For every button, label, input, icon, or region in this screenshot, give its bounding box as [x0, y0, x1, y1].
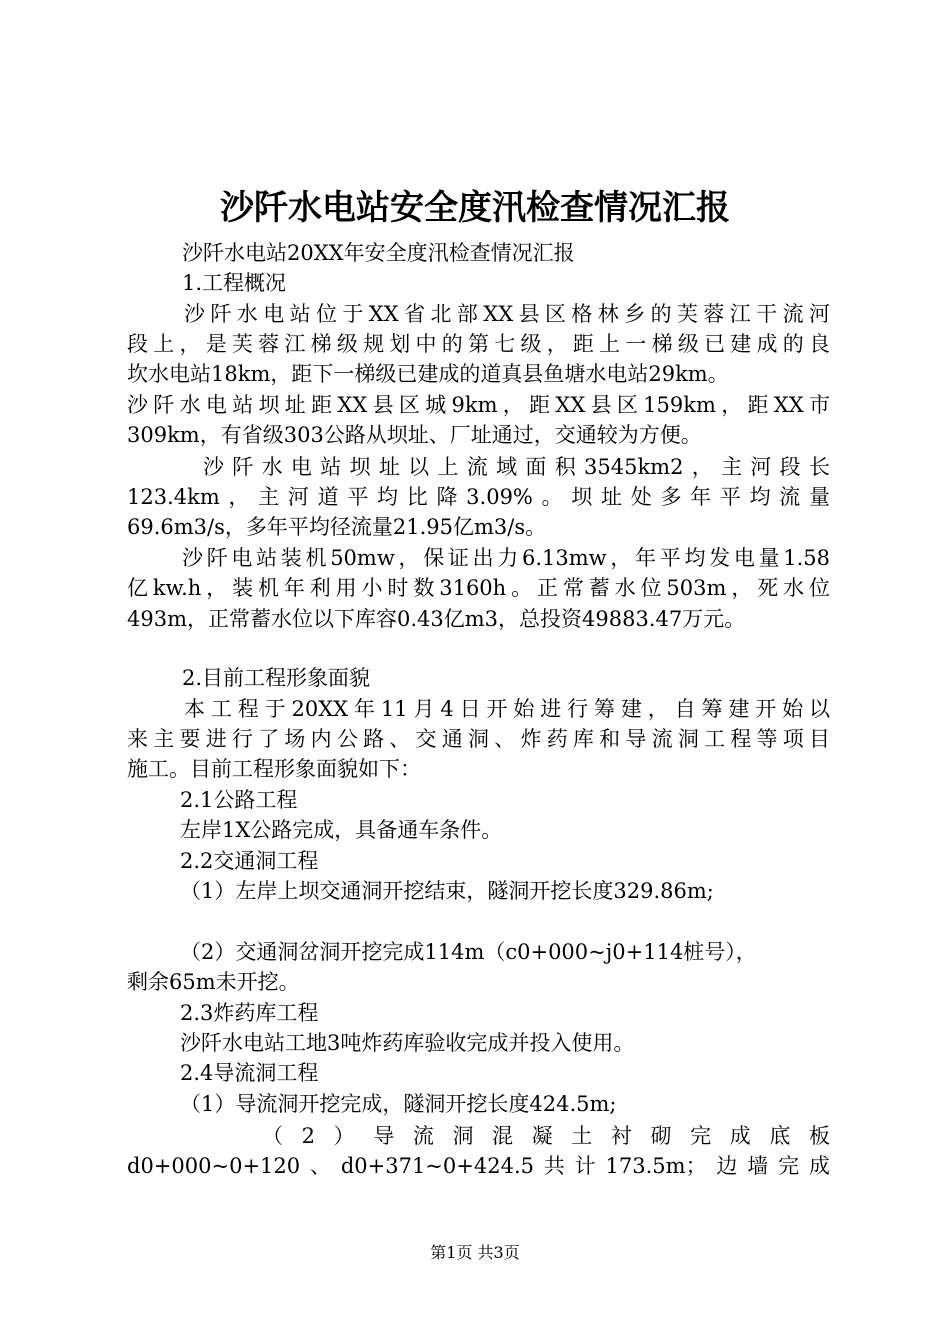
paragraph-line: 亿kw.h，装机年利用小时数3160h。正常蓄水位503m，死水位 — [127, 576, 830, 600]
paragraph-line: 本工程于20XX年11月4日开始进行筹建，自筹建开始以 — [184, 697, 830, 721]
subsection-heading: 2.1公路工程 — [180, 788, 298, 812]
paragraph-line: （2）交通洞岔洞开挖完成114m（c0+000~j0+114桩号）， — [180, 940, 757, 964]
paragraph-line: 来主要进行了场内公路、交通洞、炸药库和导流洞工程等项目 — [127, 727, 830, 751]
paragraph-line: 段上，是芙蓉江梯级规划中的第七级，距上一梯级已建成的良 — [127, 332, 830, 356]
subsection-heading: 2.4导流洞工程 — [180, 1061, 319, 1085]
paragraph-line: （1）导流洞开挖完成，隧洞开挖长度424.5m; — [180, 1092, 617, 1116]
paragraph-line: 左岸1X公路完成，具备通车条件。 — [180, 818, 503, 842]
paragraph-line: （2）导流洞混凝土衬砌完成底板 — [262, 1124, 830, 1148]
paragraph-line: 剩余65m未开挖。 — [127, 970, 300, 994]
paragraph-line: 施工。目前工程形象面貌如下： — [127, 757, 421, 781]
section-heading: 1.工程概况 — [182, 271, 287, 295]
paragraph-line: d0+000~0+120、d0+371~0+424.5共计173.5m；边墙完成 — [127, 1154, 830, 1178]
paragraph-line: 123.4km，主河道平均比降3.09%。坝址处多年平均流量 — [127, 485, 830, 509]
document-title: 沙阡水电站安全度汛检查情况汇报 — [220, 188, 730, 228]
paragraph-line: 沙阡水电站坝址距XX县区城9km，距XX县区159km，距XX市 — [127, 393, 830, 417]
paragraph-line: 309km，有省级303公路从坝址、厂址通过，交通较为方便。 — [127, 423, 702, 447]
subsection-heading: 2.2交通洞工程 — [180, 849, 319, 873]
paragraph-line: 69.6m3/s，多年平均径流量21.95亿m3/s。 — [127, 515, 547, 539]
paragraph-line: （1）左岸上坝交通洞开挖结束，隧洞开挖长度329.86m; — [180, 879, 714, 903]
paragraph-line: 沙阡电站装机50mw，保证出力6.13mw，年平均发电量1.58 — [182, 546, 830, 570]
subtitle-line: 沙阡水电站20XX年安全度汛检查情况汇报 — [182, 241, 575, 265]
paragraph-line: 沙阡水电站工地3吨炸药库验收完成并投入使用。 — [180, 1031, 635, 1055]
paragraph-line: 沙阡水电站坝址以上流域面积3545km2，主河段长 — [203, 455, 830, 479]
paragraph-line: 沙阡水电站位于XX省北部XX县区格林乡的芙蓉江干流河 — [184, 302, 830, 326]
page-footer: 第1页 共3页 — [430, 1243, 520, 1262]
subsection-heading: 2.3炸药库工程 — [180, 1001, 319, 1025]
section-heading: 2.目前工程形象面貌 — [182, 666, 371, 690]
paragraph-line: 坎水电站18km，距下一梯级已建成的道真县鱼塘水电站29km。 — [127, 362, 729, 386]
paragraph-line: 493m，正常蓄水位以下库容0.43亿m3，总投资49883.47万元。 — [127, 607, 746, 631]
